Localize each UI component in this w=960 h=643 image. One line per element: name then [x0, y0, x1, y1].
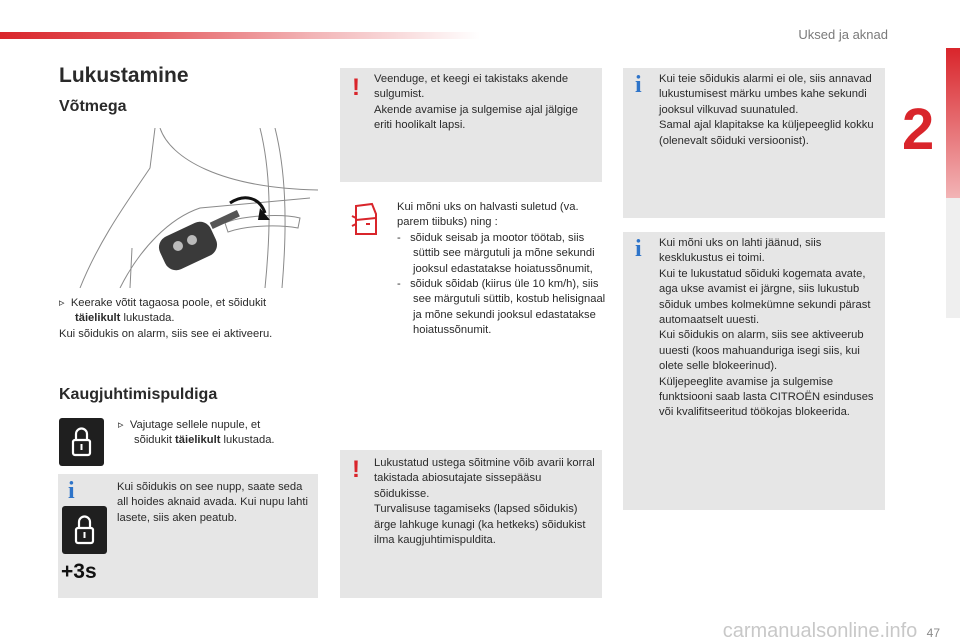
- info-icon: i: [635, 236, 642, 262]
- header-accent-bar: [0, 32, 480, 39]
- info-remote-text: Kui sõidukis on see nupp, saate seda all hoides aknaid avada. Kui nupu lahti lasete, siis aken peatub.: [117, 481, 308, 524]
- info-door-ajar-text: Kui mõni uks on lahti jäänud, siis kesklukustus ei toimi. Kui te lukustatud sõiduki kogemata avate, aga ukse avamist ei järgne, siis lukustub sõiduk umbes kolmekümne sekundi pärast automaatselt uuesti. Kui sõidukis on alarm, siis see aktiveerub uuesti (koos mahuanduriga isegi siis, kui olete selle blokeerinud). Küljepeeglite avamise ja sulgemise funktsiooni saab lasta CITROËN esinduses või kvalifitseeritud töökojas blokeerida.: [659, 237, 874, 419]
- lock-button-icon: [59, 418, 104, 466]
- key-step: ▹ Keerake võtit tagaosa poole, et sõidukit täielikult lukustada. Kui sõidukis on alarm, siis see ei aktiveeru.: [59, 296, 314, 342]
- info-box-remote: [58, 474, 318, 598]
- info-alarm-text: Kui teie sõidukis alarmi ei ole, siis annavad lukustumisest märku umbes kahe sekundi jooksul vilkuvad suunatuled. Samal ajal klapitakse ka küljepeeglid kokku (olenevalt sõiduki versioonist).: [659, 73, 874, 147]
- warning-box-locked: [340, 450, 602, 598]
- remote-section-heading: Kaugjuhtimispuldiga: [59, 386, 218, 403]
- key-section-heading: Võtmega: [59, 98, 127, 115]
- chapter-side-tab: [946, 48, 960, 318]
- info-box-alarm: [623, 68, 885, 218]
- chapter-number: 2: [902, 97, 935, 162]
- door-open-warning-icon: [350, 200, 382, 240]
- watermark: carmanualsonline.info: [722, 620, 918, 642]
- key-alarm-note: Kui sõidukis on alarm, siis see ei aktiveeru.: [59, 327, 273, 340]
- section-title: Uksed ja aknad: [798, 27, 888, 42]
- door-open-alert-text: Kui mõni uks on halvasti suletud (va. parem tiibuks) ning : - sõiduk seisab ja mootor töötab, siis süttib see märgutuli ja mõne sekundi jooksul edastatakse hoiatussõnumit, - sõiduk sõidab (kiirus üle 10 km/h), siis see märgutuli süttib, kostub helisignaal ja mõne sekundi jooksul edastatakse hoiatussõnumit.: [397, 201, 606, 337]
- hold-duration-label: +3s: [61, 560, 97, 583]
- page-title: Lukustamine: [59, 64, 189, 87]
- triangle-bullet-icon: ▹: [59, 297, 65, 309]
- info-box-door-ajar: [623, 232, 885, 510]
- key-turn-illustration: [60, 128, 320, 288]
- triangle-bullet-icon: ▹: [118, 419, 124, 431]
- warning-icon: !: [352, 456, 360, 483]
- car-key-fob: [155, 210, 240, 274]
- info-icon: i: [68, 478, 75, 504]
- info-icon: i: [635, 72, 642, 98]
- lock-button-icon: [62, 506, 107, 554]
- warning-windows-text: Veenduge, et keegi ei takistaks akende sulgumist. Akende avamise ja sulgemise ajal jälgige eriti hoolikalt lapsi.: [374, 73, 578, 132]
- warning-box-windows: [340, 68, 602, 182]
- remote-step: ▹ Vajutage sellele nupule, et sõidukit täielikult lukustada.: [118, 419, 275, 447]
- warning-locked-text: Lukustatud ustega sõitmine võib avarii korral takistada abiosutajate sissepääsu sõidukisse. Turvalisuse tagamiseks (lapsed sõidukis) ärge lahkuge kunagi (ka hetkeks) sõidukist ilma kaugjuhtimispuldita.: [374, 457, 595, 547]
- warning-icon: !: [352, 74, 360, 101]
- page-number: 47: [926, 626, 940, 640]
